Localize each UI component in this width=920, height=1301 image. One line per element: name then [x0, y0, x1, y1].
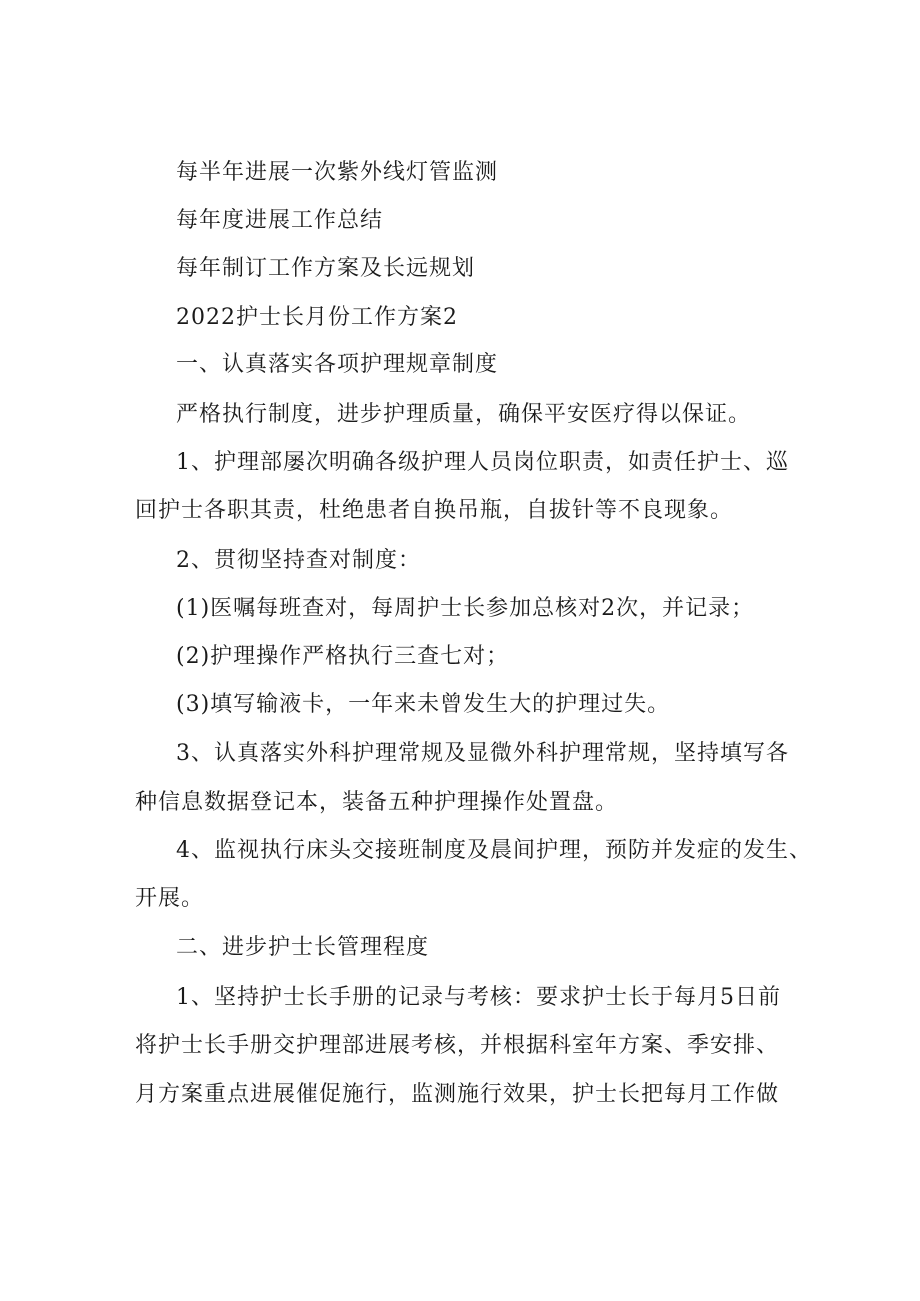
text-line: 4、监视执行床头交接班制度及晨间护理，预防并发症的发生、	[176, 838, 812, 863]
section-title: 2022护士长月份工作方案2	[176, 305, 458, 330]
text-line: 开展。	[135, 886, 205, 911]
text-line: 回护士各职其责，杜绝患者自换吊瓶，自拔针等不良现象。	[135, 498, 734, 523]
text-line: (1)医嘱每班查对，每周护士长参加总核对2次，并记录；	[176, 596, 755, 621]
section-heading: 二、进步护士长管理程度	[176, 935, 430, 960]
text-line: 3、认真落实外科护理常规及显微外科护理常规，坚持填写各	[176, 741, 789, 766]
text-line: 1、坚持护士长手册的记录与考核：要求护士长于每月5日前	[176, 985, 781, 1010]
text-line: 1、护理部屡次明确各级护理人员岗位职责，如责任护士、巡	[176, 450, 789, 475]
text-line: (3)填写输液卡，一年来未曾发生大的护理过失。	[176, 692, 671, 717]
text-line: 2、贯彻坚持查对制度：	[176, 548, 421, 573]
text-line: 每半年进展一次紫外线灯管监测	[176, 160, 499, 185]
text-line: 每年度进展工作总结	[176, 208, 384, 233]
text-line: 每年制订工作方案及长远规划	[176, 256, 476, 281]
text-line: 种信息数据登记本，装备五种护理操作处置盘。	[135, 790, 619, 815]
section-heading: 一、认真落实各项护理规章制度	[176, 352, 499, 377]
text-line: 月方案重点进展催促施行，监测施行效果，护士长把每月工作做	[135, 1082, 780, 1107]
text-line: 严格执行制度，进步护理质量，确保平安医疗得以保证。	[176, 402, 752, 427]
text-line: (2)护理操作严格执行三查七对；	[176, 644, 510, 669]
text-line: 将护士长手册交护理部进展考核，并根据科室年方案、季安排、	[135, 1033, 780, 1058]
